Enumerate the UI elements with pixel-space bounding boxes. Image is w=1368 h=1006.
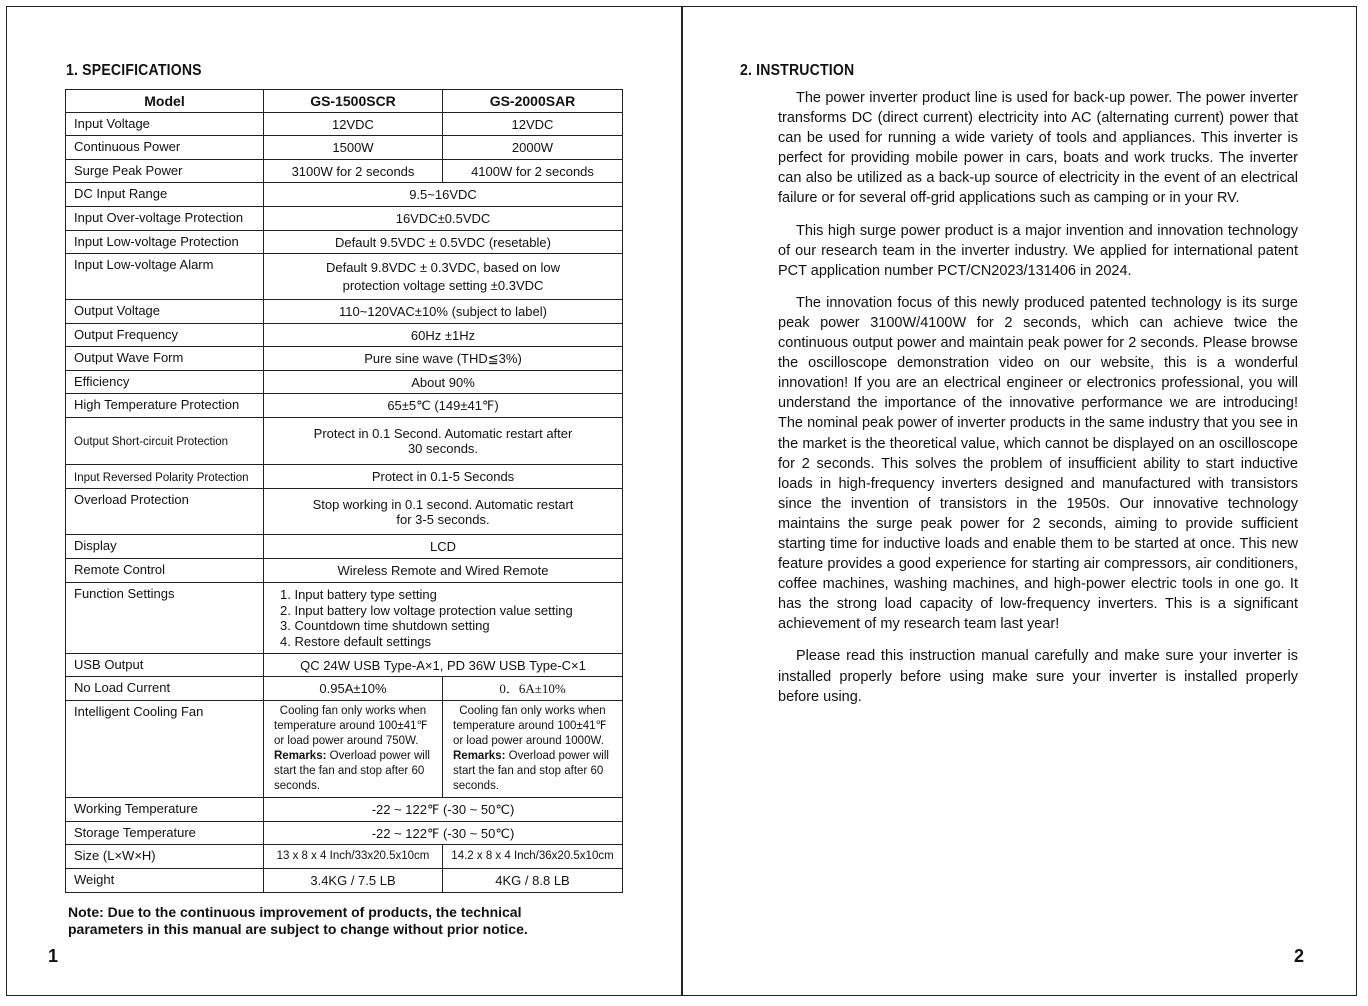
cell-value: QC 24W USB Type-A×1, PD 36W USB Type-C×1 (264, 654, 623, 677)
cell-value: About 90% (264, 371, 623, 394)
page-number: 1 (48, 946, 59, 966)
table-row (66, 465, 623, 489)
cell-value: -22 ~ 122℉ (-30 ~ 50℃) (264, 798, 623, 822)
table-row (66, 701, 623, 798)
cell-value: 16VDC±0.5VDC (264, 207, 623, 231)
table-row (66, 394, 623, 418)
cell-line: start the fan and stop after 60 (274, 765, 425, 777)
table-row (66, 418, 623, 465)
row-label: Output Short-circuit Protection (66, 418, 264, 465)
list-item: 3. Countdown time shutdown setting (280, 618, 490, 633)
row-label: Overload Protection (66, 489, 264, 535)
row-label: Input Low-voltage Alarm (66, 254, 264, 300)
cell-col2: 0．6A±10% (443, 677, 623, 701)
cell-value: 9.5~16VDC (264, 183, 623, 207)
note-line: Note: Due to the continuous improvement of products, the technical (68, 904, 522, 920)
row-label: Function Settings (66, 583, 264, 654)
note-line: parameters in this manual are subject to change without prior notice. (68, 921, 528, 937)
cell-value: 110~120VAC±10% (subject to label) (264, 300, 623, 324)
remark-text: Overload power will (329, 750, 430, 762)
cooling-fan-col1 (264, 701, 443, 798)
cell-line: protection voltage setting ±0.3VDC (342, 278, 544, 293)
cell-col2: 4KG / 8.8 LB (443, 869, 623, 893)
table-row (66, 822, 623, 845)
cell-line: temperature around 100±41℉ (274, 720, 428, 732)
table-row (66, 300, 623, 324)
remarks-label: Remarks: (453, 750, 506, 762)
table-row (66, 535, 623, 559)
cell-col1: 13 x 8 x 4 Inch/33x20.5x10cm (264, 845, 443, 869)
row-label: Continuous Power (66, 136, 264, 160)
row-label: Output Wave Form (66, 347, 264, 371)
cell-value: Default 9.5VDC ± 0.5VDC (resetable) (264, 231, 623, 254)
table-row (66, 160, 623, 183)
cell-value (264, 418, 623, 465)
paragraph: Please read this instruction manual carefully and make sure your inverter is installed properly before using make sure your inverter is installed properly before using. (778, 648, 1298, 705)
table-row (66, 583, 623, 654)
function-settings-list (264, 583, 623, 654)
table-row (66, 654, 623, 677)
paragraph: The power inverter product line is used for back-up power. The power inverter transforms DC (direct current) electricity into AC (alternating current) power that can be used for running a wide variety of tools and appliances. This inverter is perfect for providing mobile power in cars, boats and work trucks. The inverter can also be utilized as a back-up source of electricity in the event of an electrical failure or for several off-grid applications such as camping or in your RV. (778, 90, 1298, 207)
cell-line: 30 seconds. (407, 441, 479, 456)
remarks-label: Remarks: (274, 750, 327, 762)
cell-value: -22 ~ 122℉ (-30 ~ 50℃) (264, 822, 623, 845)
right-page (683, 0, 1368, 1006)
table-header-row (66, 90, 623, 113)
cell-col1: 12VDC (264, 113, 443, 136)
list-item: 2. Input battery low voltage protection value setting (280, 602, 573, 618)
paragraph: The innovation focus of this newly produced patented technology is its surge peak power 3100W/4100W for 2 seconds, which can achieve twice the continuous output power and maintain peak power for 2 seconds. Please browse the oscilloscope demonstration video on our website, this is a wonderful innovation! If you are an electrical engineer or electronics professional, you will understand the importance of the innovative performance we are introducing! The nominal peak power of inverter products in the same industry that you see in the market is the theoretical value, which cannot be displayed on an oscilloscope for 2 seconds. This solves the problem of insufficient ability to start inductive loads in high-frequency inverters designed and manufactured with transistors since the invention of transistors in the 1950s. Our innovative technology maintains the surge peak power for 2 seconds, aiming to provide sufficient starting time for inductive loads and enable them to be started at once. This new feature provides a good experience for starting air compressors, air conditioners, coffee machines, washing machines, and high-power electric tools in one go. It has the strong load capacity of low-frequency inverters. This is a significant achievement of my research team last year! (778, 294, 1298, 633)
table-row (66, 231, 623, 254)
cell-col1: 3.4KG / 7.5 LB (264, 869, 443, 893)
cell-line: start the fan and stop after 60 (453, 765, 604, 777)
cell-line: or load power around 1000W. (453, 735, 604, 747)
cell-value: 65±5℃ (149±41℉) (264, 394, 623, 418)
row-label: Remote Control (66, 559, 264, 583)
specifications-title: 1. SPECIFICATIONS (66, 62, 202, 79)
cell-line: Cooling fan only works when (279, 705, 427, 717)
table-row (66, 559, 623, 583)
table-row (66, 254, 623, 300)
cell-col2: 14.2 x 8 x 4 Inch/36x20.5x10cm (443, 845, 623, 869)
row-label: Display (66, 535, 264, 559)
change-notice (68, 904, 628, 938)
paragraph: This high surge power product is a major invention and innovation technology of our research team in the inverter industry. We applied for international patent PCT application number PCT/CN2023/131406 in 2024. (778, 222, 1298, 279)
page-number: 2 (1294, 946, 1305, 966)
table-row (66, 113, 623, 136)
cell-value: LCD (264, 535, 623, 559)
table-row (66, 207, 623, 231)
cell-col2: 12VDC (443, 113, 623, 136)
cell-col1: 0.95A±10% (264, 677, 443, 701)
row-label: No Load Current (66, 677, 264, 701)
cooling-fan-col2 (443, 701, 623, 798)
row-label: High Temperature Protection (66, 394, 264, 418)
header-gs1500scr: GS-1500SCR (264, 90, 443, 113)
table-row (66, 347, 623, 371)
cell-line: temperature around 100±41℉ (453, 720, 607, 732)
row-label: Input Over-voltage Protection (66, 207, 264, 231)
row-label: Intelligent Cooling Fan (66, 701, 264, 798)
row-label: USB Output (66, 654, 264, 677)
instruction-title: 2. INSTRUCTION (740, 62, 855, 79)
cell-line (274, 749, 432, 764)
list-item: 1. Input battery type setting (280, 587, 437, 602)
table-row (66, 677, 623, 701)
table-row (66, 489, 623, 535)
cell-line: seconds. (274, 780, 321, 792)
cell-col1: 1500W (264, 136, 443, 160)
row-label: Efficiency (66, 371, 264, 394)
cell-col1: 3100W for 2 seconds (264, 160, 443, 183)
row-label: Size (L×W×H) (66, 845, 264, 869)
list-item: 4. Restore default settings (280, 633, 432, 649)
cell-line (453, 749, 612, 764)
left-page (0, 0, 681, 1006)
table-row (66, 324, 623, 347)
row-label: Surge Peak Power (66, 160, 264, 183)
cell-line: seconds. (453, 780, 500, 792)
row-label: Output Frequency (66, 324, 264, 347)
row-label: Input Voltage (66, 113, 264, 136)
cell-col2: 4100W for 2 seconds (443, 160, 623, 183)
remark-text: Overload power will (508, 750, 609, 762)
header-model: Model (66, 90, 264, 113)
row-label: Input Reversed Polarity Protection (66, 465, 264, 489)
cell-line: Default 9.8VDC ± 0.3VDC, based on low (325, 260, 561, 275)
table-row (66, 845, 623, 869)
cell-value: 60Hz ±1Hz (264, 324, 623, 347)
cell-line: Protect in 0.1 Second. Automatic restart after (313, 426, 573, 441)
instruction-body (778, 88, 1298, 719)
cell-value: Protect in 0.1-5 Seconds (264, 465, 623, 489)
table-row (66, 183, 623, 207)
cell-col2: 2000W (443, 136, 623, 160)
row-label: DC Input Range (66, 183, 264, 207)
cell-line: for 3-5 seconds. (396, 511, 490, 527)
row-label: Storage Temperature (66, 822, 264, 845)
cell-line: or load power around 750W. (274, 735, 419, 747)
cell-value: Wireless Remote and Wired Remote (264, 559, 623, 583)
header-gs2000sar: GS-2000SAR (443, 90, 623, 113)
table-row (66, 371, 623, 394)
row-label: Weight (66, 869, 264, 893)
cell-value: Pure sine wave (THD≦3%) (264, 347, 623, 371)
cell-value (264, 254, 623, 300)
row-label: Working Temperature (66, 798, 264, 822)
table-row (66, 798, 623, 822)
specifications-table (65, 89, 623, 893)
table-row (66, 136, 623, 160)
row-label: Output Voltage (66, 300, 264, 324)
row-label: Input Low-voltage Protection (66, 231, 264, 254)
cell-line: Stop working in 0.1 second. Automatic restart (312, 496, 574, 512)
table-row (66, 869, 623, 893)
cell-value (264, 489, 623, 535)
cell-line: Cooling fan only works when (459, 705, 606, 717)
